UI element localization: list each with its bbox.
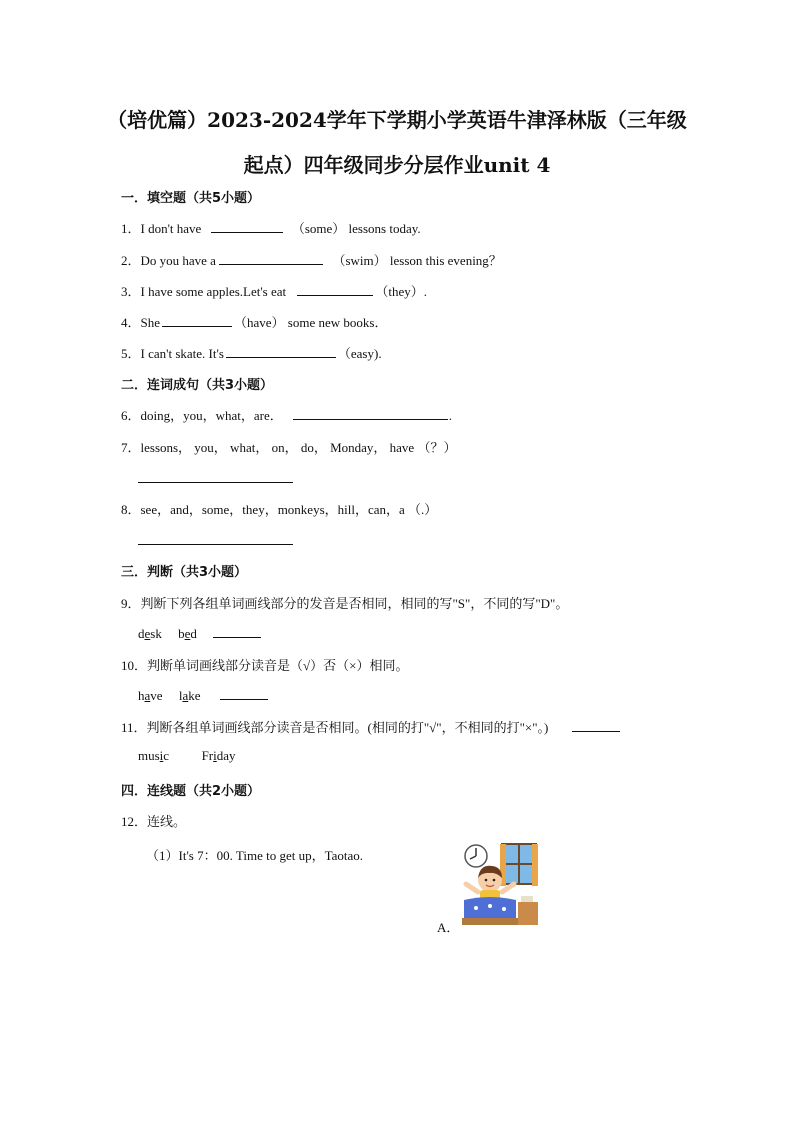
question-11-text: 11．判断各组单词画线部分读音是否相同。(相同的打"√"，不相同的打"×"。): [121, 720, 549, 735]
question-3-text-a: 3．I have some apples.Let's eat: [121, 284, 290, 299]
word-lake: lake: [178, 688, 201, 703]
section-heading-matching: 四．连线题（共2小题）: [121, 784, 261, 799]
word-desk: desk: [138, 626, 162, 641]
answer-blank-9[interactable]: [213, 624, 261, 638]
word-bed: bed: [178, 626, 197, 641]
section-heading-judge: 三．判断（共3小题）: [121, 565, 248, 580]
question-9: 9．判断下列各组单词画线部分的发音是否相同，相同的写"S"，不同的写"D"。: [121, 596, 569, 611]
question-6: [121, 405, 452, 424]
answer-line-8[interactable]: [138, 544, 293, 545]
question-3-text-b: （they）.: [375, 284, 428, 299]
answer-blank-11[interactable]: [572, 718, 620, 732]
answer-blank-3[interactable]: [297, 282, 373, 296]
answer-blank-4[interactable]: [162, 313, 232, 327]
answer-blank-5[interactable]: [226, 344, 336, 358]
question-5: [121, 343, 382, 362]
question-2-text-a: 2．Do you have a: [121, 253, 220, 268]
word-music: music: [138, 748, 170, 763]
page-title-line1: （培优篇）2023-2024学年下学期小学英语牛津泽林版（三年级: [107, 108, 687, 132]
question-1: [121, 218, 421, 237]
question-10: 10．判断单词画线部分读音是（√）否（×）相同。: [121, 658, 409, 673]
question-2-text-b: （swim） lesson this evening？: [329, 253, 502, 268]
question-4: [121, 312, 387, 331]
question-5-text-b: （easy).: [337, 346, 382, 361]
answer-blank-1[interactable]: [211, 219, 283, 233]
question-1-text-a: 1．I don't have: [121, 221, 205, 236]
section-heading-fill-blanks: 一．填空题（共5小题）: [121, 191, 261, 206]
boy-waking-up-illustration: [460, 842, 540, 928]
question-8: 8．see，and，some，they，monkeys，hill，can，a （.）: [121, 502, 438, 517]
option-a-label: A．: [437, 920, 460, 935]
question-11: [121, 717, 620, 736]
question-2: [121, 250, 502, 269]
question-6-text-a: 6．doing，you，what，are．: [121, 408, 283, 423]
answer-blank-10[interactable]: [220, 686, 268, 700]
question-4-text-b: （have） some new books．: [234, 315, 388, 330]
question-12-item-1: （1）It's 7：00. Time to get up，Taotao.: [146, 848, 364, 863]
question-9-words: [138, 624, 261, 642]
question-3: [121, 281, 427, 300]
question-12: 12．连线。: [121, 814, 187, 829]
question-1-text-b: （some） lessons today.: [288, 221, 421, 236]
question-7: 7．lessons， you， what， on， do， Monday， have （？）: [121, 440, 457, 455]
question-6-text-b: .: [448, 408, 453, 423]
question-4-text-a: 4．She: [121, 315, 161, 330]
answer-blank-6[interactable]: [293, 406, 448, 420]
section-heading-sentences: 二．连词成句（共3小题）: [121, 378, 274, 393]
answer-line-7[interactable]: [138, 482, 293, 483]
answer-blank-2[interactable]: [219, 251, 323, 265]
question-5-text-a: 5．I can't skate. It's: [121, 346, 224, 361]
question-10-words: [138, 686, 268, 704]
word-have: have: [138, 688, 163, 703]
page-title-line2: 起点）四年级同步分层作业unit 4: [243, 153, 551, 177]
question-11-words: [138, 748, 236, 764]
word-friday: Friday: [201, 748, 236, 763]
